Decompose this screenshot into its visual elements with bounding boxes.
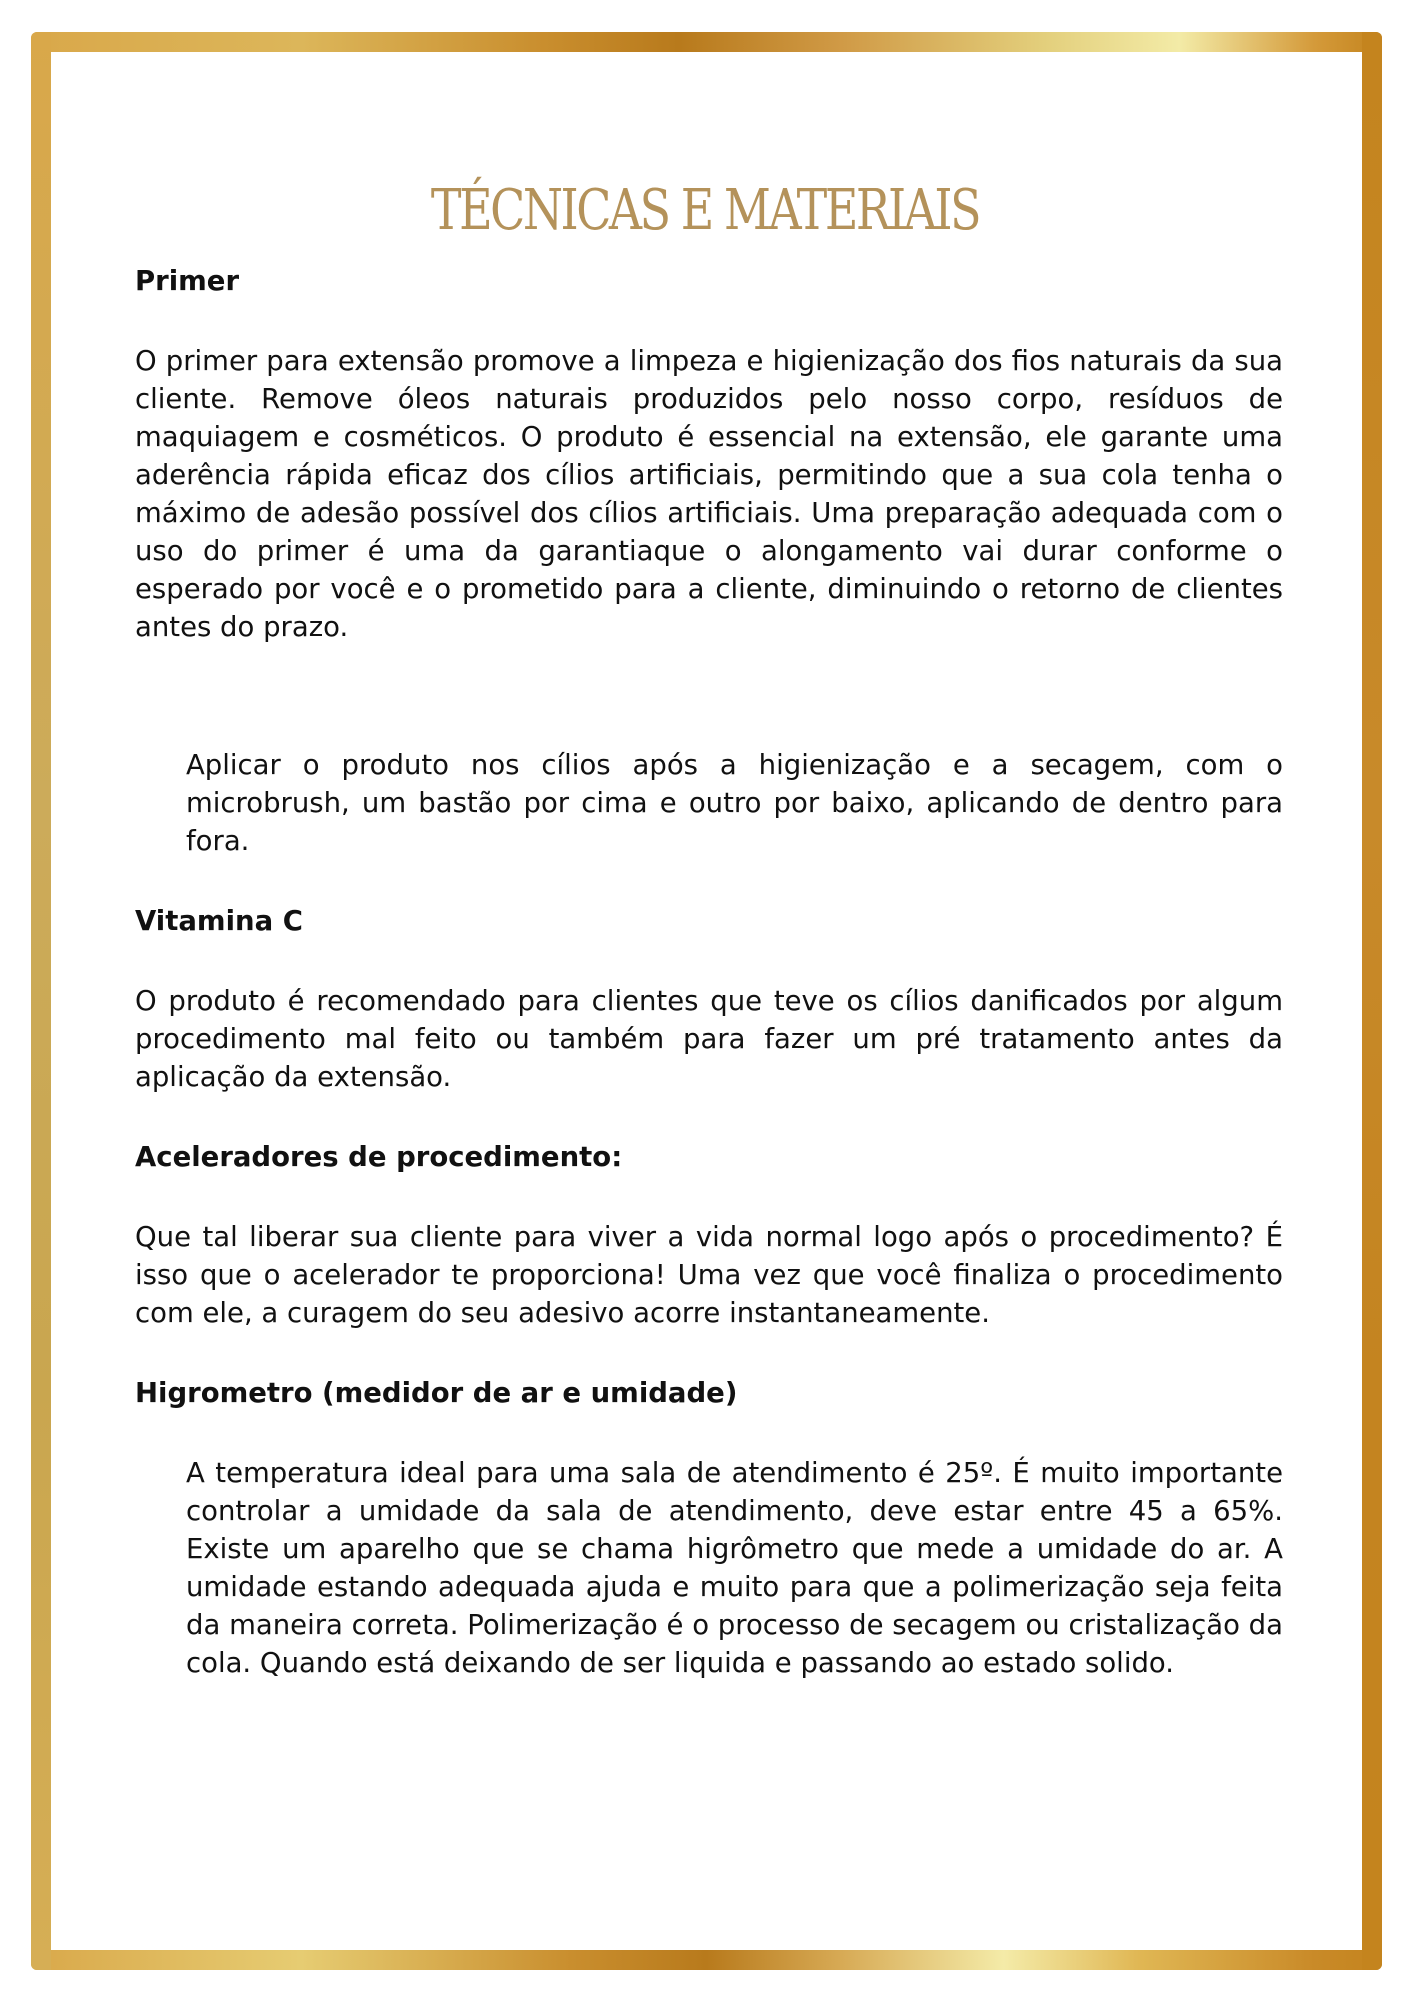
- gold-frame-left: [31, 32, 51, 1970]
- primer-application: Aplicar o produto nos cílios após a higienização e a secagem, com o microbrush, um bastão por cima e outro por baixo, aplicando de dentro para fora.: [186, 749, 1283, 857]
- section-heading-higrometro: Higrometro (medidor de ar e umidade): [135, 1377, 738, 1409]
- section-heading-vitamina-c: Vitamina C: [135, 905, 303, 937]
- document-body: [135, 262, 1283, 1682]
- primer-description: O primer para extensão promove a limpeza e higienização dos fios naturais da sua cliente. Remove óleos naturais produzidos pelo nosso corpo, resíduos de maquiagem e cosméticos. O produto é essencial na extensão, ele garante uma aderência rápida eficaz dos cílios artificiais, permitindo que a sua cola tenha o máximo de adesão possível dos cílios artificiais. Uma preparação adequada com o uso do primer é uma da garantiaque o alongamento vai durar conforme o esperado por você e o prometido para a cliente, diminuindo o retorno de clientes antes do prazo.: [135, 345, 1283, 643]
- gold-frame-bottom: [31, 1950, 1382, 1970]
- section-heading-aceleradores: Aceleradores de procedimento:: [135, 1141, 623, 1173]
- gold-frame-top: [31, 32, 1382, 52]
- page-title: TÉCNICAS E MATERIAIS: [430, 177, 980, 243]
- section-heading-primer: Primer: [135, 265, 240, 297]
- vitamina-c-description: O produto é recomendado para clientes que teve os cílios danificados por algum procedimento mal feito ou também para fazer um pré tratamento antes da aplicação da extensão.: [135, 985, 1283, 1093]
- gold-frame-right: [1362, 32, 1382, 1970]
- higrometro-description: A temperatura ideal para uma sala de atendimento é 25º. É muito importante controlar a umidade da sala de atendimento, deve estar entre 45 a 65%. Existe um aparelho que se chama higrômetro que mede a umidade do ar. A umidade estando adequada ajuda e muito para que a polimerização seja feita da maneira correta. Polimerização é o processo de secagem ou cristalização da cola. Quando está deixando de ser liquida e passando ao estado solido.: [186, 1457, 1283, 1679]
- aceleradores-description: Que tal liberar sua cliente para viver a vida normal logo após o procedimento? É isso que o acelerador te proporciona! Uma vez que você finaliza o procedimento com ele, a curagem do seu adesivo acorre instantaneamente.: [135, 1221, 1283, 1329]
